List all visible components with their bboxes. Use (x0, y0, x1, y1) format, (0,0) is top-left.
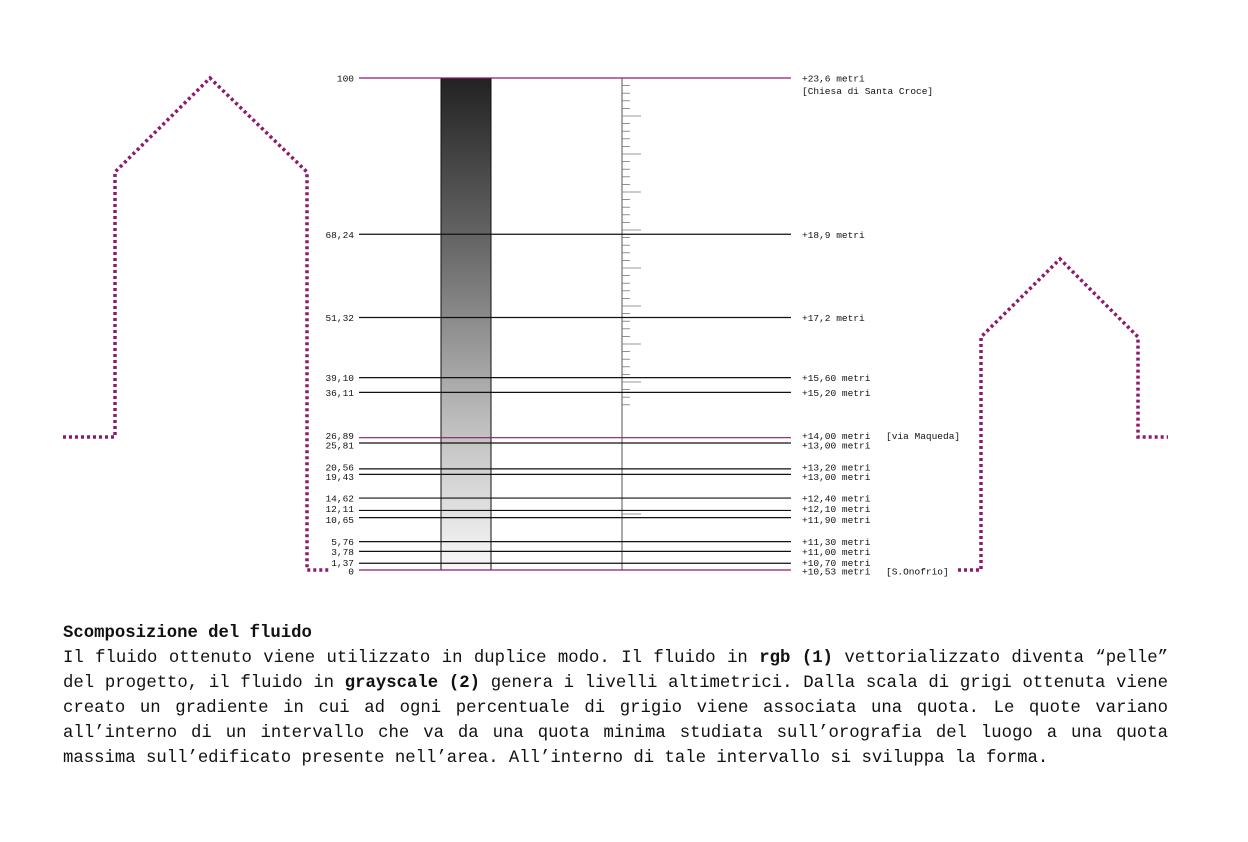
level-percent-label: 10,65 (325, 515, 354, 527)
measurement-ruler (622, 78, 641, 570)
level-quota-label: +11,30 metri (802, 537, 871, 549)
level-percent-label: 25,81 (325, 440, 354, 452)
level-quota-label: +11,90 metri (802, 515, 871, 527)
level-percent-label: 68,24 (325, 229, 354, 241)
level-quota-label: +13,20 metri (802, 462, 871, 474)
level-quota-label: +13,00 metri (802, 440, 871, 452)
caption-text-1: Il fluido ottenuto viene utilizzato in duplice modo. Il fluido in (63, 649, 760, 668)
level-percent-label: 100 (336, 73, 354, 85)
level-quota-label: +15,60 metri (802, 373, 871, 385)
level-percent-label: 26,89 (325, 431, 354, 443)
caption-body (63, 646, 1168, 771)
caption-text-3: genera i livelli altimetrici. Dalla scala di grigi ottenuta viene creato un gradiente in cui ad ogni percentuale di grigio viene associata una quota. Le quote variano all’interno di un intervallo che va da una quota minima studiata sull’orografia del luogo a una quota massima sull’edificato presente nell’area. All’interno di tale intervallo si sviluppa la forma. (63, 674, 1168, 768)
level-place-label: [via Maqueda] (886, 431, 961, 443)
caption-bold-grayscale: grayscale (2) (344, 674, 480, 693)
level-place-label: [S.Onofrio] (886, 566, 949, 578)
level-quota-label: +18,9 metri (802, 229, 865, 241)
caption-text-2: vettorializzato diventa “pelle” del progetto, il fluido in (63, 649, 1169, 693)
level-quota-label: +14,00 metri (802, 431, 871, 443)
caption-block (63, 621, 1168, 771)
level-percent-label: 19,43 (325, 471, 354, 483)
level-percent-label: 36,11 (325, 387, 354, 399)
grayscale-gradient-bar (441, 78, 491, 570)
level-quota-label: +12,40 metri (802, 493, 871, 505)
level-percent-label: 1,37 (331, 557, 354, 569)
level-quota-label: +15,20 metri (802, 387, 871, 399)
level-lines-group (325, 74, 960, 578)
level-quota-label: +10,53 metri (802, 566, 871, 578)
level-percent-label: 14,62 (325, 493, 354, 505)
level-percent-label: 51,32 (325, 313, 354, 325)
level-quota-label: +11,00 metri (802, 546, 871, 558)
level-quota-label: +13,00 metri (802, 471, 871, 483)
level-percent-label: 39,10 (325, 373, 354, 385)
left-building-outline (63, 78, 330, 570)
level-percent-label: 5,76 (331, 537, 354, 549)
level-percent-label: 0 (348, 566, 354, 578)
level-quota-label: +23,6 metri (802, 73, 865, 85)
level-quota-label: +12,10 metri (802, 503, 871, 515)
level-quota-label: +10,70 metri (802, 557, 871, 569)
right-building-outline (958, 259, 1168, 570)
level-percent-label: 12,11 (325, 503, 354, 515)
caption-bold-rgb: rgb (1) (759, 649, 833, 668)
level-percent-label: 3,78 (331, 546, 354, 558)
caption-title: Scomposizione del fluido (63, 624, 312, 643)
level-percent-label: 20,56 (325, 462, 354, 474)
level-quota-label: +17,2 metri (802, 313, 865, 325)
level-place-label: [Chiesa di Santa Croce] (802, 86, 934, 97)
